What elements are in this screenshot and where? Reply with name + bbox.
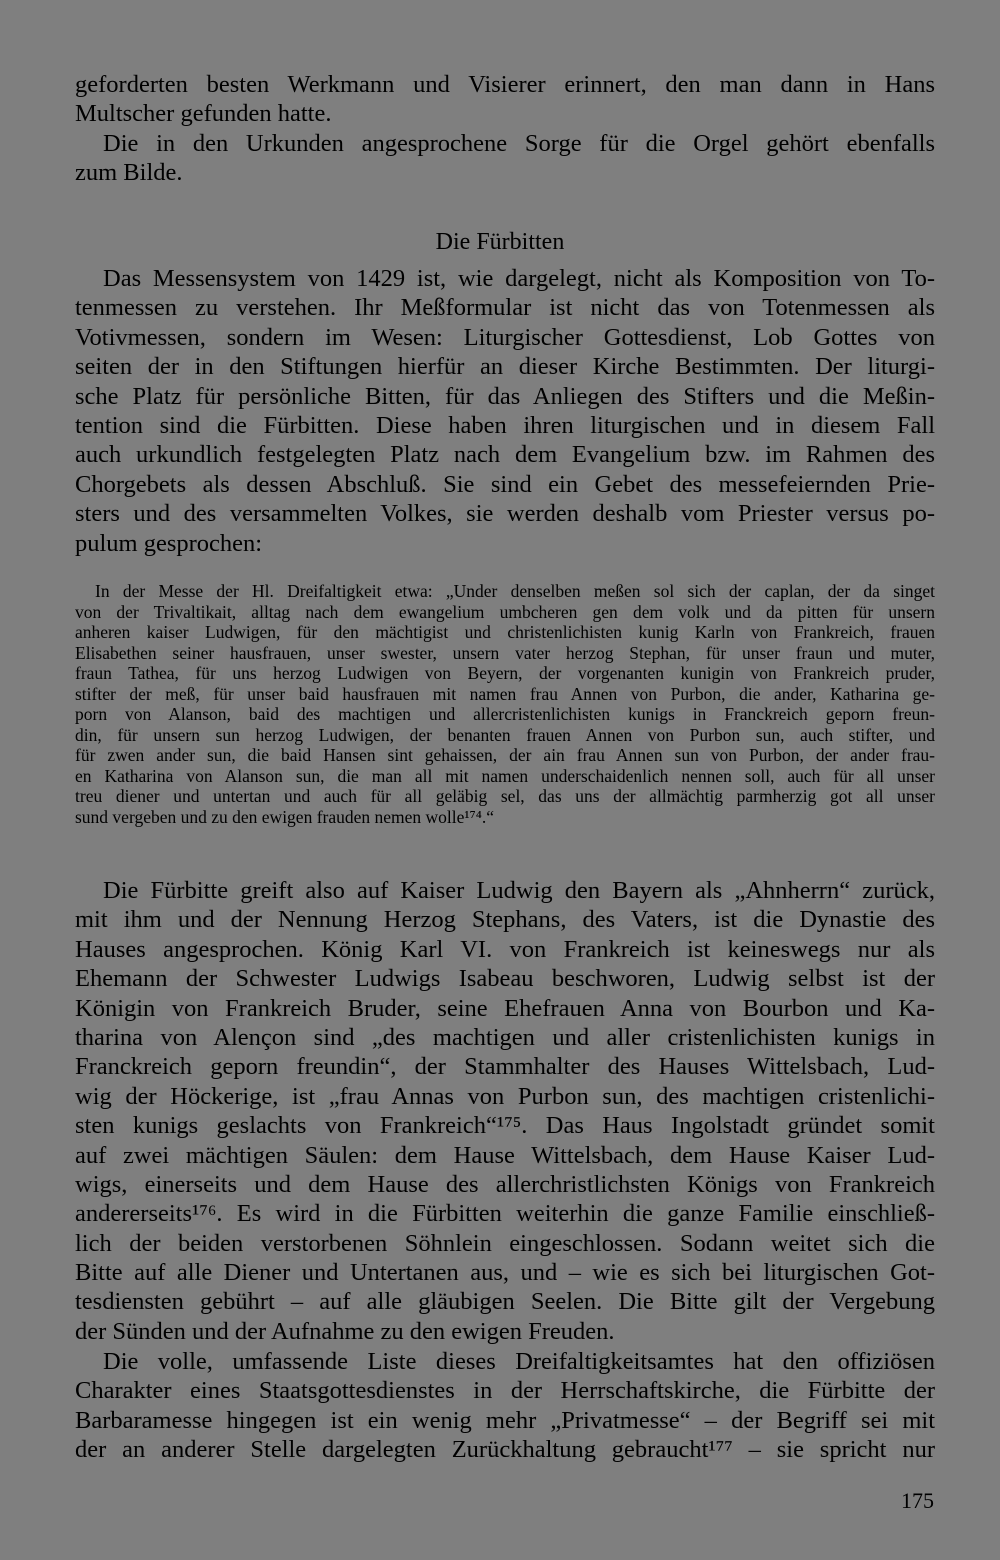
text-line: Ehemann der Schwester Ludwigs Isabeau beschworen, Ludwig selbst ist der [75, 965, 935, 993]
final-paragraph [75, 1347, 935, 1465]
quote-line: In der Messe der Hl. Dreifaltigkeit etwa: „Under denselben meßen sol sich der caplan, der da singet [95, 581, 935, 601]
text-line: Die in den Urkunden angesprochene Sorge für die Orgel gehört ebenfalls [103, 129, 935, 157]
main-paragraph [75, 876, 935, 1346]
top-paragraph [75, 70, 935, 188]
text-line: Barbaramesse hingegen ist ein wenig mehr „Privatmesse“ – der Begriff sei mit [75, 1406, 935, 1434]
text-line: der Sünden und der Aufnahme zu den ewigen Freuden. [75, 1317, 615, 1345]
text-line: lich der beiden verstorbenen Söhnlein eingeschlossen. Sodann weitet sich die [75, 1229, 935, 1257]
section-heading: Die Fürbitten [435, 229, 565, 255]
text-line: Franckreich geporn freundin“, der Stammhalter des Hauses Wittelsbach, Lud- [75, 1053, 935, 1081]
text-line: Charakter eines Staatsgottesdienstes in der Herrschaftskirche, die Fürbitte der [75, 1377, 935, 1405]
text-line: zum Bilde. [75, 159, 183, 187]
text-line: mit ihm und der Nennung Herzog Stephans, des Vaters, ist die Dynastie des [75, 906, 935, 934]
text-line: auch urkundlich festgelegten Platz nach dem Evangelium bzw. im Rahmen des [75, 441, 935, 469]
text-line: Die Fürbitte greift also auf Kaiser Ludwig den Bayern als „Ahnherrn“ zurück, [103, 877, 935, 904]
text-line: Die volle, umfassende Liste dieses Dreifaltigkeitsamtes hat den offiziösen [103, 1348, 935, 1375]
text-line: Königin von Frankreich Bruder, seine Ehefrauen Anna von Bourbon und Ka- [75, 994, 935, 1022]
quote-line: din, für unsern sun herzog Ludwigen, der benanten frauen Annen von Purbon sun, auch stifter, und [75, 724, 935, 745]
quote-line: stifter der meß, für unser baid hausfrauen mit namen frau Annen von Purbon, die ander, Katharina ge- [75, 683, 935, 704]
text-line: tenmessen zu verstehen. Ihr Meßformular ist nicht das von Totenmessen als [75, 294, 935, 322]
text-line: pulum gesprochen: [75, 529, 263, 557]
text-line: andererseits¹⁷⁶. Es wird in die Fürbitten weiterhin die ganze Familie einschließ- [75, 1200, 935, 1228]
text-line: Hauses angesprochen. König Karl VI. von Frankreich ist keineswegs nur als [75, 935, 935, 963]
page-number: 175 [901, 1488, 934, 1513]
text-line: Bitte auf alle Diener und Untertanen aus, und – wie es sich bei liturgischen Got- [75, 1259, 935, 1287]
text-line: der an anderer Stelle dargelegten Zurückhaltung gebraucht¹⁷⁷ – sie spricht nur [75, 1436, 935, 1464]
quote-line: anheren kaiser Ludwigen, für den mächtigist und christenlichisten kunig Karln von Frankreich, frauen [75, 622, 935, 642]
quote-line: porn von Alanson, baid des machtigen und allercristenlichisten kunigs in Franckreich geporn freun- [75, 704, 935, 724]
quote-block [75, 581, 935, 827]
text-line: seiten der in den Stiftungen hierfür an dieser Kirche Bestimmten. Der liturgi- [75, 353, 935, 381]
quote-line: Elisabethen seiner hausfrauen, unser swester, unsern vater herzog Stephan, für unser fraun und muter, [75, 642, 935, 663]
quote-line: treu diener und untertan und auch für all geläbig sel, das uns der allmächtig parmherzig got all unser [75, 786, 935, 806]
quote-line: für zwen ander sun, die baid Hansen sint gehaissen, der ain frau Annen sun von Purbon, der ander frau- [75, 745, 935, 765]
text-line: sche Platz für persönliche Bitten, für das Anliegen des Stifters und die Meßin- [75, 382, 935, 410]
text-line: tharina von Alençon sind „des machtigen und aller cristenlichisten kunigs in [75, 1023, 935, 1051]
text-line: tention sind die Fürbitten. Diese haben ihren liturgischen und in diesem Fall [75, 411, 935, 439]
text-line: tesdiensten gebührt – auf alle gläubigen Seelen. Die Bitte gilt der Vergebung [75, 1288, 935, 1316]
quote-line: von der Trivaltikait, alltag nach dem ewangelium umbcheren gen dem volk und da pitten für unsern [75, 601, 935, 622]
text-line: auf zwei mächtigen Säulen: dem Hause Wittelsbach, dem Hause Kaiser Lud- [75, 1141, 935, 1169]
text-line: Chorgebets als dessen Abschluß. Sie sind ein Gebet des messefeiernden Prie- [75, 470, 935, 498]
quote-line: sund vergeben und zu den ewigen frauden nemen wolle¹⁷⁴.“ [75, 806, 495, 827]
text-line: wig der Höckerige, ist „frau Annas von Purbon sun, des machtigen cristenlichi- [75, 1082, 935, 1110]
text-line: sten kunigs geslachts von Frankreich“¹⁷⁵. Das Haus Ingolstadt gründet somit [75, 1112, 935, 1140]
text-line: geforderten besten Werkmann und Visierer erinnert, den man dann in Hans [75, 71, 935, 98]
quote-line: en Katharina von Alanson sun, die man all mit namen underschaidenlich nennen soll, auch für all unser [75, 765, 935, 786]
text-line: Multscher gefunden hatte. [75, 100, 332, 128]
text-line: Votivmessen, sondern im Wesen: Liturgischer Gottesdienst, Lob Gottes von [75, 323, 935, 351]
text-line: Das Messensystem von 1429 ist, wie dargelegt, nicht als Komposition von To- [103, 265, 935, 292]
text-line: wigs, einerseits und dem Hause des allerchristlichsten Königs von Frankreich [75, 1170, 935, 1198]
section-paragraph [75, 264, 935, 558]
quote-line: fraun Tathea, für uns herzog Ludwigen von Beyern, der vorgenanten kunigin von Frankreich pruder, [75, 663, 935, 683]
text-line: sters und des versammelten Volkes, sie werden deshalb vom Priester versus po- [75, 500, 935, 528]
